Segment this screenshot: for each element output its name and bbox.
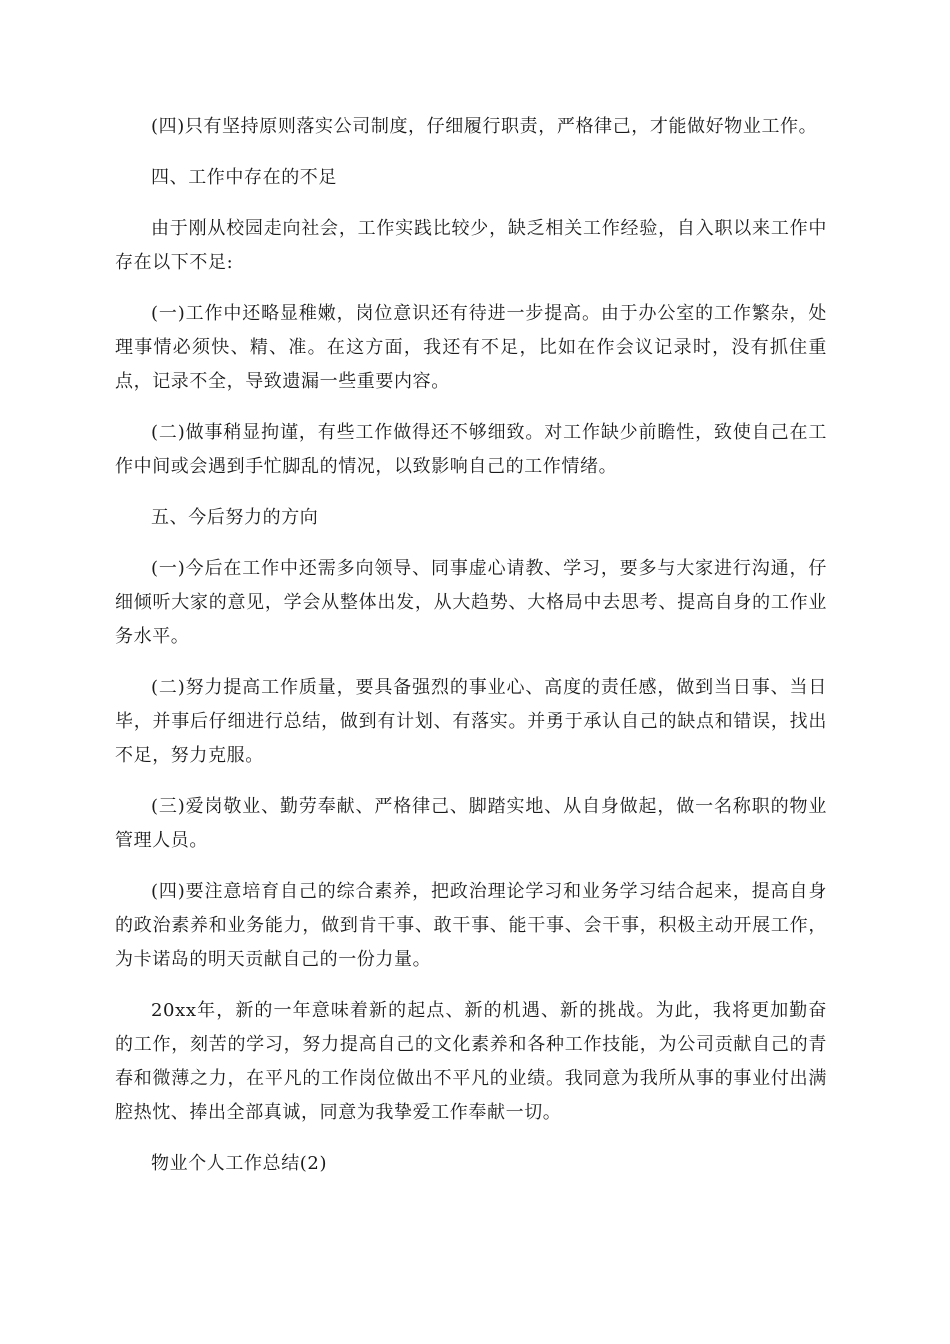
paragraph-direction-3: (三)爱岗敬业、勤劳奉献、严格律己、脚踏实地、从自身做起，做一名称职的物业管理人员。 — [115, 796, 827, 851]
section-heading-shortcomings: 四、工作中存在的不足 — [151, 167, 337, 188]
paragraph-item-4-conclusion: (四)只有坚持原则落实公司制度，仔细履行职责，严格律己，才能做好物业工作。 — [151, 116, 818, 137]
document-page — [115, 110, 827, 1198]
paragraph-shortcomings-intro: 由于刚从校园走向社会，工作实践比较少，缺乏相关工作经验，自入职以来工作中存在以下不足: — [115, 218, 827, 273]
paragraph-shortcoming-1: (一)工作中还略显稚嫩，岗位意识还有待进一步提高。由于办公室的工作繁杂，处理事情必须快、精、准。在这方面，我还有不足，比如在作会议记录时，没有抓住重点，记录不全，导致遗漏一些重要内容。 — [115, 303, 827, 392]
paragraph-new-year: 20xx年，新的一年意味着新的起点、新的机遇、新的挑战。为此，我将更加勤奋的工作，刻苦的学习，努力提高自己的文化素养和各种工作技能，为公司贡献自己的青春和微薄之力，在平凡的工作岗位做出不平凡的业绩。我同意为我所从事的事业付出满腔热忱、捧出全部真诚，同意为我挚爱工作奉献一切。 — [115, 1000, 827, 1123]
paragraph-direction-1: (一)今后在工作中还需多向领导、同事虚心请教、学习，要多与大家进行沟通，仔细倾听大家的意见，学会从整体出发，从大趋势、大格局中去思考、提高自身的工作业务水平。 — [115, 558, 827, 647]
paragraph-direction-2: (二)努力提高工作质量，要具备强烈的事业心、高度的责任感，做到当日事、当日毕，并事后仔细进行总结，做到有计划、有落实。并勇于承认自己的缺点和错误，找出不足，努力克服。 — [115, 677, 827, 766]
section-heading-future-direction: 五、今后努力的方向 — [151, 507, 319, 528]
paragraph-shortcoming-2: (二)做事稍显拘谨，有些工作做得还不够细致。对工作缺少前瞻性，致使自己在工作中间或会遇到手忙脚乱的情况，以致影响自己的工作情绪。 — [115, 422, 827, 477]
paragraph-direction-4: (四)要注意培育自己的综合素养，把政治理论学习和业务学习结合起来，提高自身的政治素养和业务能力，做到肯干事、敢干事、能干事、会干事，积极主动开展工作，为卡诺岛的明天贡献自己的一份力量。 — [115, 881, 827, 970]
next-article-title: 物业个人工作总结(2) — [151, 1153, 328, 1174]
